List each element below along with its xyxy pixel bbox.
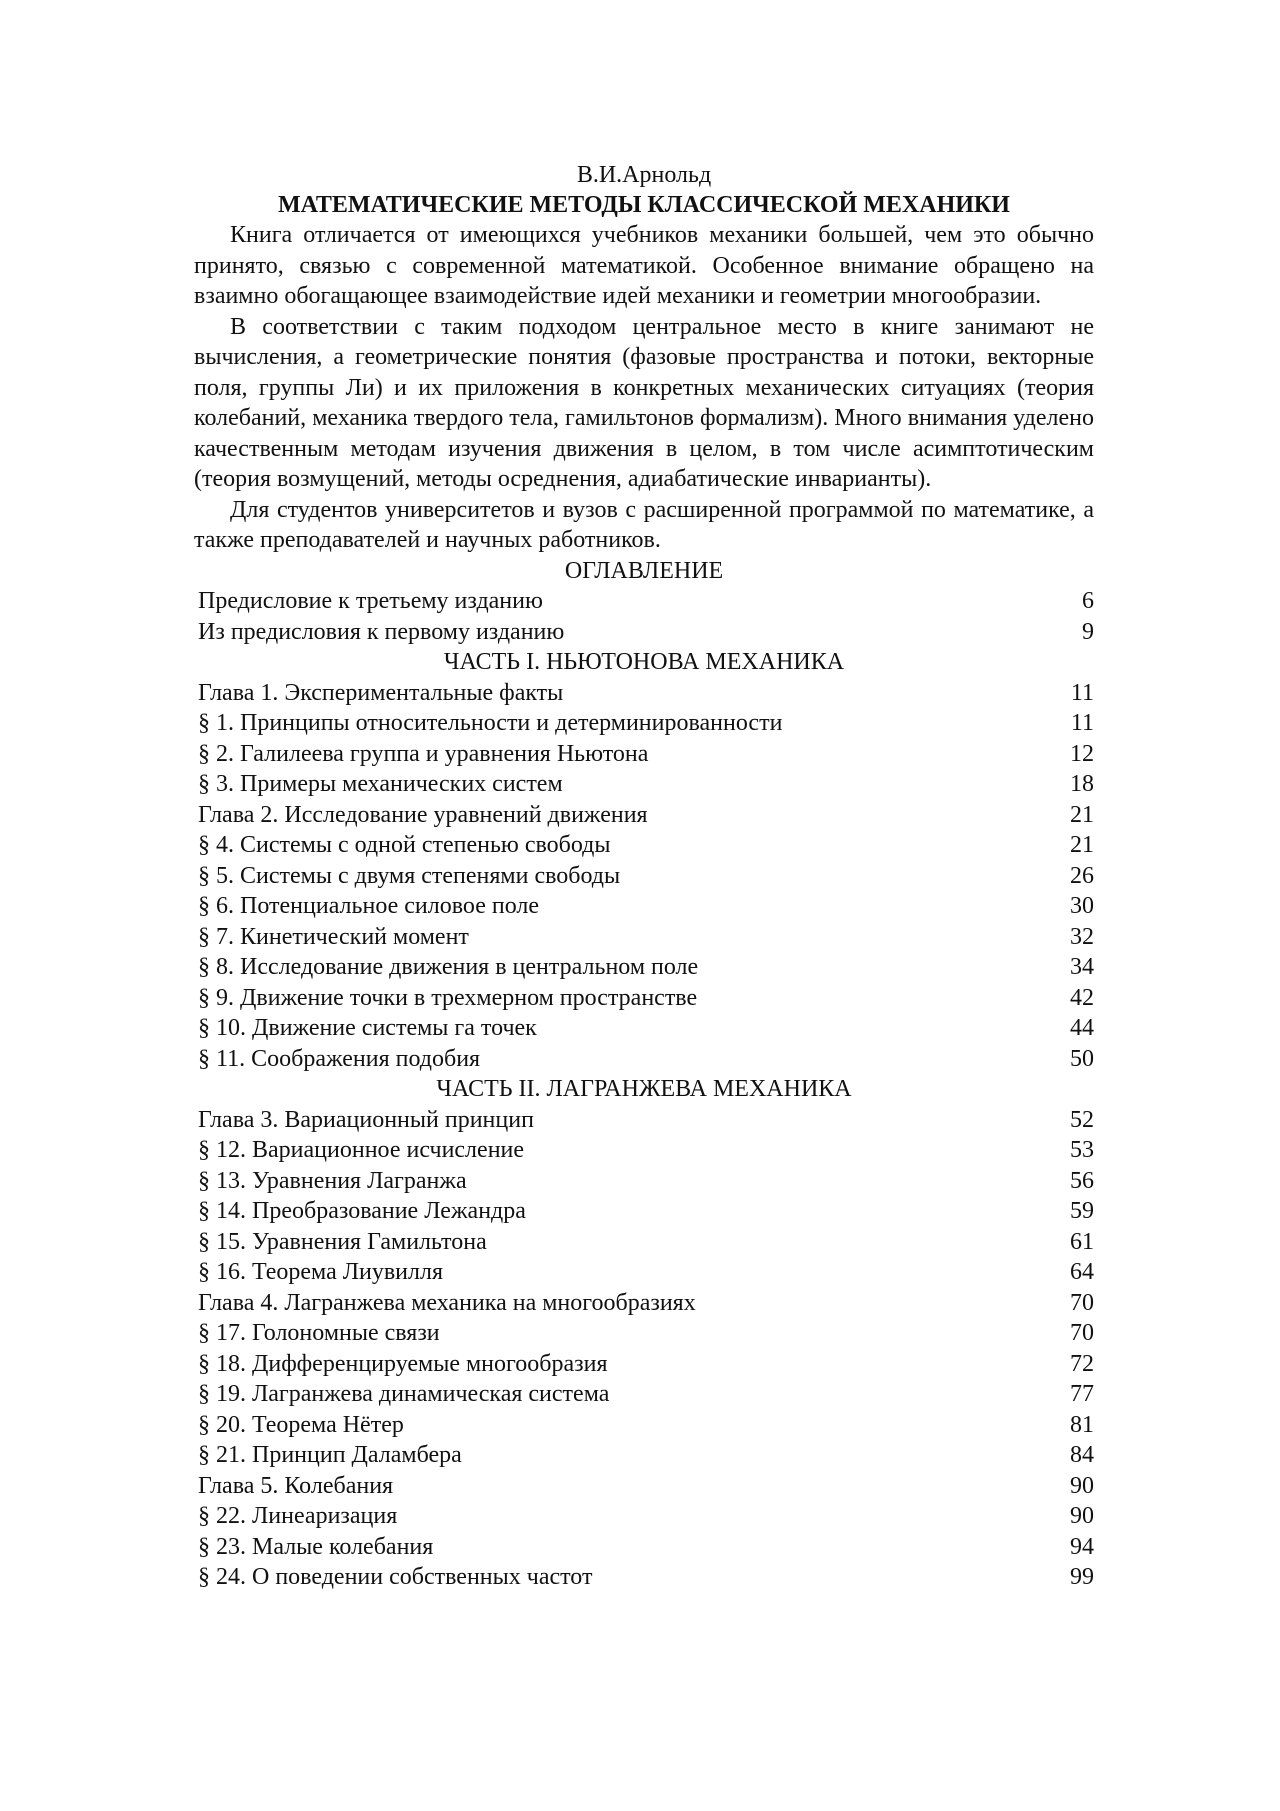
toc-entry-page-number: 84 (1070, 1442, 1094, 1468)
toc-entry-page-number: 42 (1070, 984, 1094, 1011)
toc-entry-title: Глава 3. Вариационный принцип (198, 1106, 534, 1133)
toc-entry-title: § 22. Линеаризация (198, 1503, 398, 1529)
toc-entry (194, 1410, 1094, 1441)
toc-entry-title: § 16. Теорема Лиувилля (198, 1259, 444, 1285)
toc-entry-page-number: 18 (1070, 771, 1094, 797)
toc-entry-title: § 8. Исследование движения в центральном поле (198, 954, 699, 980)
toc-entry-page-number: 11 (1070, 679, 1094, 706)
toc-entry-page-number: 81 (1070, 1411, 1094, 1438)
toc-entry (194, 769, 1094, 800)
toc-entry (194, 1105, 1094, 1136)
toc-entry-title: § 19. Лагранжева динамическая система (198, 1381, 610, 1407)
toc-entry-title: § 18. Дифференцируемые многообразия (198, 1350, 608, 1377)
toc-entry-page-number: 44 (1070, 1015, 1094, 1041)
toc-entry-page-number: 32 (1070, 923, 1094, 950)
toc-entry-title: § 3. Примеры механических систем (198, 771, 563, 797)
toc-entry (194, 1562, 1094, 1593)
toc-entry-page-number: 70 (1070, 1320, 1094, 1346)
toc-entry-title: Глава 2. Исследование уравнений движения (198, 801, 648, 828)
toc-entry (194, 1227, 1094, 1258)
toc-entry (194, 1288, 1094, 1319)
toc-entry-title: Глава 5. Колебания (198, 1472, 394, 1499)
toc-entry-page-number: 12 (1070, 740, 1094, 767)
toc-entry-page-number: 56 (1070, 1167, 1094, 1194)
toc-entry-title: § 5. Системы с двумя степенями свободы (198, 862, 621, 889)
toc-entry (194, 1440, 1094, 1471)
toc-entry (194, 678, 1094, 709)
toc-entry-page-number: 77 (1070, 1381, 1094, 1407)
toc-entry-title: § 2. Галилеева группа и уравнения Ньютона (198, 740, 649, 767)
toc-entry (194, 1257, 1094, 1288)
toc-entry-page-number: 26 (1070, 862, 1094, 889)
toc-entry (194, 1501, 1094, 1532)
toc-entry (194, 1532, 1094, 1563)
book-title: МАТЕМАТИЧЕСКИЕ МЕТОДЫ КЛАССИЧЕСКОЙ МЕХАНИКИ (278, 192, 1010, 218)
toc-entry-page-number: 90 (1070, 1503, 1094, 1529)
toc-heading: ОГЛАВЛЕНИЕ (564, 557, 724, 584)
toc-entry-title: § 1. Принципы относительности и детерминированности (198, 710, 783, 736)
toc-entry (194, 617, 1094, 648)
toc-entry (194, 1318, 1094, 1349)
toc-entry-page-number: 64 (1070, 1259, 1094, 1285)
toc-entry (194, 1349, 1094, 1380)
toc-entry-page-number: 21 (1070, 801, 1094, 828)
toc-entry (194, 952, 1094, 983)
toc-entry (194, 891, 1094, 922)
toc-entry-title: § 4. Системы с одной степенью свободы (198, 832, 611, 858)
toc-entry (194, 1135, 1094, 1166)
toc-entry-title: § 12. Вариационное исчисление (198, 1137, 525, 1163)
toc-entry-page-number: 30 (1070, 893, 1094, 919)
toc-entry-title: § 15. Уравнения Гамильтона (198, 1228, 487, 1255)
document-page (194, 162, 1094, 1593)
toc-entry-page-number: 53 (1070, 1137, 1094, 1163)
toc-entry-title: § 6. Потенциальное силовое поле (198, 893, 540, 919)
toc-entry (194, 586, 1094, 617)
toc-entry (194, 1379, 1094, 1410)
toc-entry-page-number: 21 (1070, 832, 1094, 858)
toc-entry-page-number: 99 (1070, 1564, 1094, 1590)
toc-entry-title: § 9. Движение точки в трехмерном пространстве (198, 984, 698, 1011)
toc-entry-title: § 11. Соображения подобия (198, 1045, 481, 1072)
toc-entry-page-number: 59 (1070, 1198, 1094, 1224)
abstract-paragraph: Для студентов университетов и вузов с расширенной программой по математике, а также преподавателей и научных работников. (194, 496, 1094, 553)
toc-entry (194, 800, 1094, 831)
toc-entry (194, 922, 1094, 953)
toc-entry-title: Глава 1. Экспериментальные факты (198, 679, 564, 706)
toc-entry (194, 983, 1094, 1014)
abstract-paragraph: Книга отличается от имеющихся учебников механики большей, чем это обычно принято, связью с современной математикой. Особенное внимание обращено на взаимно обогащающее взаимодействие идей механики и геометрии многообразии. (194, 222, 1094, 309)
toc-entry-title: § 23. Малые колебания (198, 1533, 434, 1560)
author-name: В.И.Арнольд (576, 162, 712, 188)
toc-entry-title: Глава 4. Лагранжева механика на многообразиях (198, 1289, 696, 1316)
toc-entry-page-number: 61 (1070, 1228, 1094, 1255)
toc-entry (194, 1013, 1094, 1044)
toc-entry (194, 861, 1094, 892)
toc-entry (194, 1471, 1094, 1502)
toc-entry-title: Из предисловия к первому изданию (198, 618, 565, 645)
toc-part-heading: ЧАСТЬ II. ЛАГРАНЖЕВА МЕХАНИКА (436, 1076, 852, 1102)
toc-entry-title: § 17. Голономные связи (198, 1320, 440, 1346)
toc-part-heading: ЧАСТЬ I. НЬЮТОНОВА МЕХАНИКА (443, 649, 845, 675)
toc-entry-title: § 7. Кинетический момент (198, 923, 469, 950)
toc-entry-page-number: 94 (1070, 1533, 1094, 1560)
abstract-paragraph: В соответствии с таким подходом центральное место в книге занимают не вычисления, а геометрические понятия (фазовые пространства и потоки, векторные поля, группы Ли) и их приложения в конкретных механических ситуациях (теория колебаний, механика твердого тела, гамильтонов формализм). Много внимания уделено качественным методам изучения движения в целом, в том числе асимптотическим (теория возмущений, методы осреднения, адиабатические инварианты). (194, 313, 1094, 492)
toc-entry (194, 708, 1094, 739)
toc-entry-page-number: 34 (1070, 954, 1094, 980)
toc-entry (194, 1166, 1094, 1197)
toc-entry-title: § 13. Уравнения Лагранжа (198, 1167, 467, 1194)
toc-entry-title: Предисловие к третьему изданию (198, 588, 543, 614)
toc-entry-title: § 21. Принцип Даламбера (198, 1442, 462, 1468)
toc-entry-title: § 14. Преобразование Лежандра (198, 1198, 526, 1224)
toc-entry-page-number: 70 (1070, 1289, 1094, 1316)
toc-entry-page-number: 90 (1070, 1472, 1094, 1499)
toc-entry-page-number: 6 (1082, 588, 1094, 614)
toc-entry (194, 739, 1094, 770)
toc-entry-title: § 24. О поведении собственных частот (198, 1564, 593, 1590)
toc-entry-page-number: 9 (1082, 618, 1094, 645)
table-of-contents (194, 586, 1094, 1593)
toc-entry-page-number: 52 (1070, 1106, 1094, 1133)
toc-entry-title: § 10. Движение системы га точек (198, 1015, 537, 1041)
toc-entry-page-number: 72 (1070, 1350, 1094, 1377)
toc-entry (194, 1044, 1094, 1075)
toc-entry-title: § 20. Теорема Нётер (198, 1411, 404, 1438)
toc-entry (194, 830, 1094, 861)
toc-entry (194, 1196, 1094, 1227)
toc-entry-page-number: 50 (1070, 1045, 1094, 1072)
toc-entry-page-number: 11 (1070, 710, 1094, 736)
